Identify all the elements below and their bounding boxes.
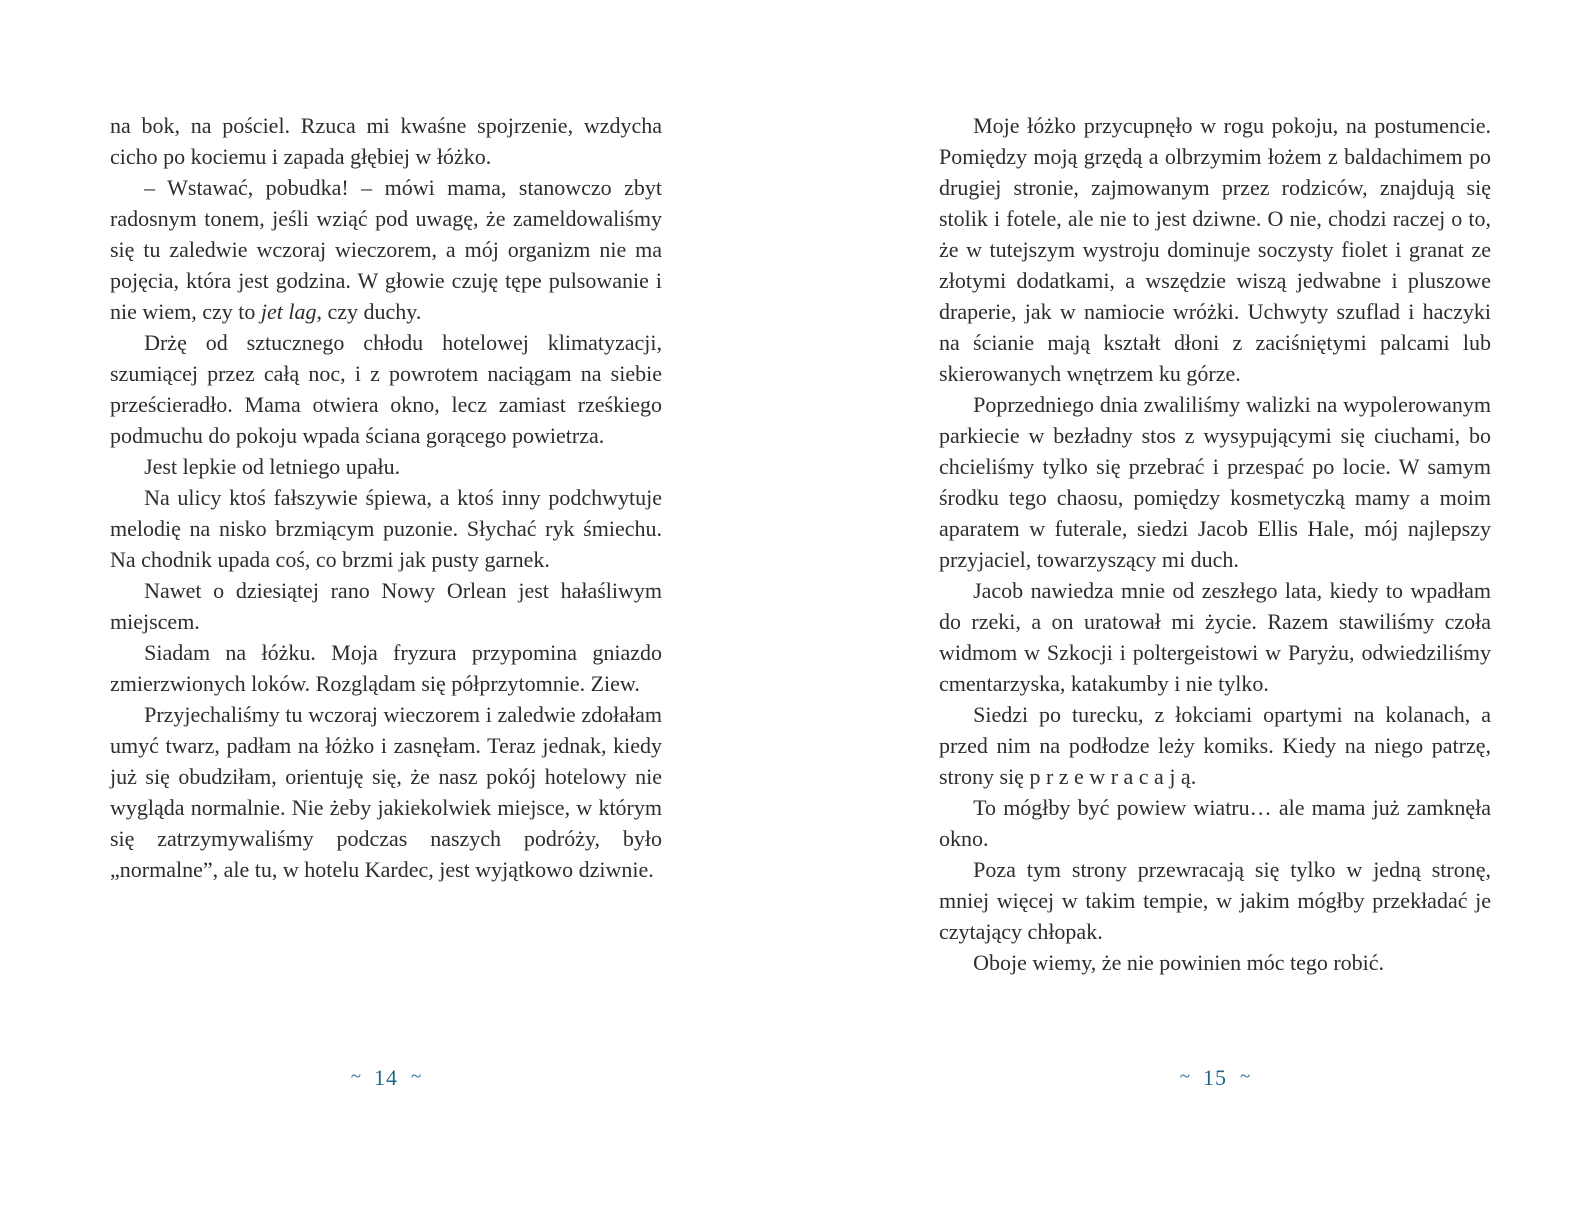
letterspaced-text-run: p r z e w r a c a j ą	[1029, 764, 1191, 789]
text-run: Poza tym strony przewracają się tylko w jedną stronę, mniej więcej w takim tempie, w jakim mógłby przekładać je czytający chłopak.	[939, 857, 1491, 944]
paragraph	[110, 327, 662, 451]
text-run: , czy duchy.	[316, 299, 422, 324]
page-number: 14	[374, 1065, 398, 1090]
text-run: Jest lepkie od letniego upału.	[144, 454, 401, 479]
paragraph	[110, 172, 662, 327]
paragraph	[110, 110, 662, 172]
text-run: .	[1190, 764, 1197, 789]
paragraph	[110, 575, 662, 637]
text-run: Jacob nawiedza mnie od zeszłego lata, kiedy to wpadłam do rzeki, a on uratował mi życie. Razem stawiliśmy czoła widmom w Szkocji i poltergeistowi w Paryżu, odwiedziliśmy cmentarzyska, katakumby i nie tylko.	[939, 578, 1491, 696]
text-run: Siedzi po turecku, z łokciami opartymi na kolanach, a przed nim na podłodze leży komiks. Kiedy na niego patrzę, strony się	[939, 702, 1491, 789]
text-run: na bok, na pościel. Rzuca mi kwaśne spojrzenie, wzdycha cicho po kociemu i zapada głębiej w łóżko.	[110, 113, 662, 169]
paragraph	[939, 699, 1491, 792]
footer-tilde-left: ~	[350, 1066, 361, 1087]
paragraph	[939, 575, 1491, 699]
page-14-footer	[110, 1062, 662, 1093]
paragraph	[939, 854, 1491, 947]
page-15-text-column	[939, 110, 1491, 978]
text-run: Drżę od sztucznego chłodu hotelowej klimatyzacji, szumiącej przez całą noc, i z powrotem naciągam na siebie prześcieradło. Mama otwiera okno, lecz zamiast rześkiego podmuchu do pokoju wpada ściana gorącego powietrza.	[110, 330, 662, 448]
text-run: To mógłby być powiew wiatru… ale mama już zamknęła okno.	[939, 795, 1491, 851]
text-run: – Wstawać, pobudka! – mówi mama, stanowczo zbyt radosnym tonem, jeśli wziąć pod uwagę, że zameldowaliśmy się tu zaledwie wczoraj wieczorem, a mój organizm nie ma pojęcia, która jest godzina. W głowie czuję tępe pulsowanie i nie wiem, czy to	[110, 175, 662, 324]
footer-tilde-left: ~	[1179, 1066, 1190, 1087]
text-run: Poprzedniego dnia zwaliliśmy walizki na wypolerowanym parkiecie w bezładny stos z wysypującymi się ciuchami, bo chcieliśmy tylko się przebrać i przespać po locie. W samym środku tego chaosu, pomiędzy kosmetyczką mamy a moim aparatem w futerale, siedzi Jacob Ellis Hale, mój najlepszy przyjaciel, towarzyszący mi duch.	[939, 392, 1491, 572]
paragraph	[110, 637, 662, 699]
paragraph	[939, 389, 1491, 575]
footer-tilde-right: ~	[411, 1066, 422, 1087]
paragraph	[110, 699, 662, 885]
text-run: Przyjechaliśmy tu wczoraj wieczorem i zaledwie zdołałam umyć twarz, padłam na łóżko i zasnęłam. Teraz jednak, kiedy już się obudziłam, orientuję się, że nasz pokój hotelowy nie wygląda normalnie. Nie żeby jakiekolwiek miejsce, w którym się zatrzymywaliśmy podczas naszych podróży, było „normalne”, ale tu, w hotelu Kardec, jest wyjątkowo dziwnie.	[110, 702, 662, 882]
italic-text-run: jet lag	[260, 299, 317, 324]
page-15-footer	[939, 1062, 1491, 1093]
page-number: 15	[1203, 1065, 1227, 1090]
page-14-text-column	[110, 110, 662, 885]
text-run: Siadam na łóżku. Moja fryzura przypomina gniazdo zmierzwionych loków. Rozglądam się półprzytomnie. Ziew.	[110, 640, 662, 696]
paragraph	[939, 792, 1491, 854]
text-run: Oboje wiemy, że nie powinien móc tego robić.	[973, 950, 1385, 975]
text-run: Na ulicy ktoś fałszywie śpiewa, a ktoś inny podchwytuje melodię na nisko brzmiącym puzonie. Słychać ryk śmiechu. Na chodnik upada coś, co brzmi jak pusty garnek.	[110, 485, 662, 572]
paragraph	[110, 451, 662, 482]
text-run: Nawet o dziesiątej rano Nowy Orlean jest hałaśliwym miejscem.	[110, 578, 662, 634]
paragraph	[939, 947, 1491, 978]
text-run: Moje łóżko przycupnęło w rogu pokoju, na postumencie. Pomiędzy moją grzędą a olbrzymim łożem z baldachimem po drugiej stronie, zajmowanym przez rodziców, znajdują się stolik i fotele, ale nie to jest dziwne. O nie, chodzi raczej o to, że w tutejszym wystroju dominuje soczysty fiolet i granat ze złotymi dodatkami, a wszędzie wiszą jedwabne i pluszowe draperie, jak w namiocie wróżki. Uchwyty szuflad i haczyki na ścianie mają kształt dłoni z zaciśniętymi palcami lub skierowanych wnętrzem ku górze.	[939, 113, 1491, 386]
paragraph	[110, 482, 662, 575]
paragraph	[939, 110, 1491, 389]
footer-tilde-right: ~	[1240, 1066, 1251, 1087]
